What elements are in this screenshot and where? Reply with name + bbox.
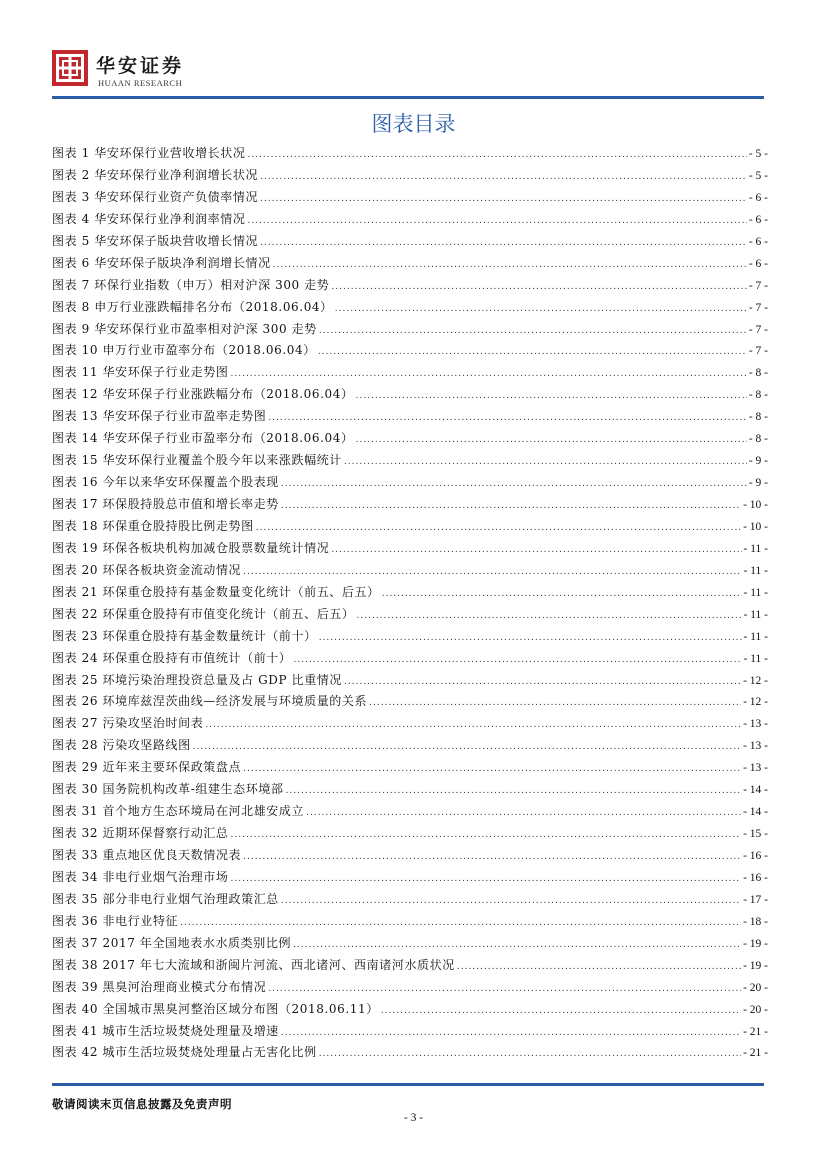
toc-entry-page[interactable]: - 11 - — [743, 542, 768, 555]
toc-entry-label[interactable]: 图表 25 环境污染治理投资总量及占 GDP 比重情况 — [52, 672, 343, 687]
toc-entry-page[interactable]: - 6 - — [748, 213, 768, 226]
toc-entry-page[interactable]: - 12 - — [743, 696, 768, 709]
toc-entry-page[interactable]: - 11 - — [743, 586, 768, 599]
toc-entry-label[interactable]: 图表 40 全国城市黑臭河整治区域分布图（2018.06.11） — [52, 1001, 379, 1016]
toc-entry-page[interactable]: - 19 - — [743, 959, 768, 972]
toc-entry-page[interactable]: - 9 - — [748, 477, 768, 490]
table-of-figures — [52, 143, 768, 1064]
toc-entry[interactable] — [52, 713, 768, 735]
toc-entry-label[interactable]: 图表 32 近期环保督察行动汇总 — [52, 826, 229, 841]
toc-entry[interactable] — [52, 757, 768, 779]
toc-leader-dots — [331, 540, 741, 562]
toc-leader-dots — [344, 672, 741, 694]
toc-entry-label[interactable]: 图表 24 环保重仓股持有市值统计（前十） — [52, 650, 292, 665]
toc-entry-label[interactable]: 图表 6 华安环保子版块净利润增长情况 — [52, 255, 271, 270]
toc-leader-dots — [247, 211, 746, 233]
toc-entry[interactable] — [52, 428, 768, 450]
toc-leader-dots — [243, 759, 741, 781]
toc-leader-dots — [260, 167, 747, 189]
toc-entry[interactable] — [52, 560, 768, 582]
toc-leader-dots — [260, 233, 747, 255]
toc-entry-label[interactable]: 图表 5 华安环保子版块营收增长情况 — [52, 233, 259, 248]
toc-leader-dots — [286, 781, 742, 803]
toc-entry-page[interactable]: - 16 - — [743, 850, 768, 862]
toc-leader-dots — [281, 891, 741, 913]
toc-entry[interactable] — [52, 889, 768, 911]
toc-entry-label[interactable]: 图表 13 华安环保子行业市盈率走势图 — [52, 409, 267, 424]
toc-entry[interactable] — [52, 933, 768, 955]
page-title: 图表目录 — [371, 112, 456, 136]
toc-entry-label[interactable]: 图表 18 环保重仓股持股比例走势图 — [52, 518, 254, 533]
toc-leader-dots — [268, 979, 741, 1001]
toc-leader-dots — [193, 737, 741, 759]
toc-entry[interactable] — [52, 1021, 768, 1043]
toc-entry[interactable] — [52, 735, 768, 757]
toc-leader-dots — [457, 957, 741, 979]
toc-leader-dots — [335, 299, 747, 321]
toc-entry-page[interactable]: - 13 - — [743, 740, 768, 753]
toc-entry-label[interactable]: 图表 11 华安环保子行业走势图 — [52, 365, 229, 380]
toc-entry-page[interactable]: - 18 - — [743, 915, 768, 928]
toc-entry[interactable] — [52, 516, 768, 538]
toc-entry-label[interactable]: 图表 30 国务院机构改革-组建生态环境部 — [52, 782, 284, 797]
toc-leader-dots — [382, 584, 742, 606]
toc-entry-page[interactable]: - 10 - — [743, 520, 768, 533]
toc-leader-dots — [205, 715, 741, 737]
toc-entry-page[interactable]: - 14 - — [743, 784, 768, 797]
toc-leader-dots — [369, 693, 741, 715]
toc-leader-dots — [273, 255, 747, 277]
toc-leader-dots — [331, 277, 746, 299]
toc-entry-label[interactable]: 图表 21 环保重仓股持有基金数量变化统计（前五、后五） — [52, 584, 380, 599]
toc-entry-page[interactable]: - 11 - — [743, 608, 768, 621]
toc-entry-page[interactable]: - 20 - — [743, 1003, 768, 1016]
toc-leader-dots — [180, 913, 741, 935]
toc-entry-page[interactable]: - 8 - — [748, 389, 768, 402]
toc-leader-dots — [294, 650, 742, 672]
toc-entry-page[interactable]: - 16 - — [743, 871, 768, 884]
toc-entry-page[interactable]: - 6 - — [748, 257, 768, 270]
toc-leader-dots — [293, 935, 741, 957]
toc-leader-dots — [356, 386, 747, 408]
toc-entry-label[interactable]: 图表 7 环保行业指数（申万）相对沪深 300 走势 — [52, 277, 330, 292]
toc-entry-label[interactable]: 图表 22 环保重仓股持有市值变化统计（前五、后五） — [52, 606, 355, 621]
toc-entry-label[interactable]: 图表 26 环境库兹涅茨曲线—经济发展与环境质量的关系 — [52, 694, 368, 709]
toc-leader-dots — [357, 606, 742, 628]
company-name-en: HUAAN RESEARCH — [98, 78, 183, 88]
toc-entry[interactable] — [52, 845, 768, 867]
toc-entry-label[interactable]: 图表 41 城市生活垃圾焚烧处理量及增速 — [52, 1023, 279, 1038]
toc-entry-label[interactable]: 图表 31 首个地方生态环境局在河北雄安成立 — [52, 804, 305, 819]
toc-entry-label[interactable]: 图表 29 近年来主要环保政策盘点 — [52, 760, 242, 775]
toc-entry-label[interactable]: 图表 23 环保重仓股持有基金数量统计（前十） — [52, 628, 317, 643]
toc-entry[interactable] — [52, 472, 768, 494]
toc-entry-page[interactable]: - 20 - — [743, 981, 768, 994]
toc-entry-label[interactable]: 图表 10 申万行业市盈率分布（2018.06.04） — [52, 343, 316, 358]
toc-leader-dots — [260, 189, 747, 211]
footer-divider — [52, 1083, 764, 1086]
toc-entry[interactable] — [52, 977, 768, 999]
toc-entry[interactable] — [52, 955, 768, 977]
toc-entry[interactable] — [52, 494, 768, 516]
toc-entry[interactable] — [52, 362, 768, 384]
toc-entry[interactable] — [52, 604, 768, 626]
report-header — [52, 50, 764, 100]
toc-leader-dots — [231, 364, 747, 386]
toc-entry[interactable] — [52, 450, 768, 472]
toc-entry[interactable] — [52, 297, 768, 319]
toc-entry-page[interactable]: - 19 - — [743, 937, 768, 950]
toc-entry-page[interactable]: - 10 - — [743, 499, 768, 511]
toc-leader-dots — [319, 628, 742, 650]
toc-entry-page[interactable]: - 5 - — [748, 148, 768, 160]
toc-entry-label[interactable]: 图表 12 华安环保子行业涨跌幅分布（2018.06.04） — [52, 387, 354, 402]
toc-leader-dots — [231, 825, 742, 847]
toc-entry[interactable] — [52, 999, 768, 1021]
toc-entry[interactable] — [52, 143, 768, 165]
toc-entry[interactable] — [52, 911, 768, 933]
toc-entry[interactable] — [52, 340, 768, 362]
toc-leader-dots — [356, 430, 747, 452]
toc-entry-label[interactable]: 图表 20 环保各板块资金流动情况 — [52, 562, 242, 577]
toc-entry-label[interactable]: 图表 16 今年以来华安环保覆盖个股表现 — [52, 475, 279, 490]
toc-entry[interactable] — [52, 801, 768, 823]
toc-entry-label[interactable]: 图表 42 城市生活垃圾焚烧处理量占无害化比例 — [52, 1045, 317, 1060]
toc-entry-label[interactable]: 图表 39 黑臭河治理商业模式分布情况 — [52, 979, 267, 994]
toc-entry[interactable] — [52, 319, 768, 341]
toc-entry[interactable] — [52, 406, 768, 428]
toc-entry-page[interactable]: - 6 - — [748, 235, 768, 248]
toc-entry[interactable] — [52, 209, 768, 231]
toc-entry[interactable] — [52, 384, 768, 406]
toc-entry-page[interactable]: - 13 - — [743, 762, 768, 775]
toc-leader-dots — [231, 869, 742, 891]
toc-leader-dots — [318, 342, 747, 364]
toc-leader-dots — [281, 474, 747, 496]
toc-entry-page[interactable]: - 7 - — [748, 301, 768, 314]
toc-entry-page[interactable]: - 8 - — [748, 411, 768, 424]
toc-entry-page[interactable]: - 5 - — [748, 169, 768, 182]
toc-entry-page[interactable]: - 15 - — [743, 828, 768, 841]
header-divider — [52, 96, 764, 99]
toc-entry-label[interactable]: 图表 38 2017 年七大流域和浙闽片河流、西北诸河、西南诸河水质状况 — [52, 957, 455, 972]
toc-entry-label[interactable]: 图表 3 华安环保行业资产负债率情况 — [52, 189, 259, 204]
toc-entry-label[interactable]: 图表 27 污染攻坚治时间表 — [52, 716, 204, 731]
toc-leader-dots — [243, 847, 741, 869]
toc-entry-page[interactable]: - 6 - — [748, 191, 768, 204]
toc-entry-page[interactable]: - 7 - — [748, 345, 768, 358]
toc-entry[interactable] — [52, 648, 768, 670]
toc-entry[interactable] — [52, 253, 768, 275]
toc-entry-label[interactable]: 图表 8 申万行业涨跌幅排名分布（2018.06.04） — [52, 299, 333, 314]
toc-entry-label[interactable]: 图表 33 重点地区优良天数情况表 — [52, 848, 242, 862]
toc-entry-page[interactable]: - 17 - — [743, 893, 768, 906]
toc-entry-label[interactable]: 图表 35 部分非电行业烟气治理政策汇总 — [52, 891, 279, 906]
toc-entry-label[interactable]: 图表 4 华安环保行业净利润率情况 — [52, 211, 246, 226]
toc-entry[interactable] — [52, 1042, 768, 1064]
toc-entry-page[interactable]: - 11 - — [743, 630, 768, 643]
toc-leader-dots — [243, 562, 741, 584]
page-number: - 3 - — [403, 1112, 424, 1124]
toc-entry[interactable] — [52, 231, 768, 253]
toc-entry[interactable] — [52, 187, 768, 209]
toc-entry[interactable] — [52, 670, 768, 692]
toc-entry[interactable] — [52, 626, 768, 648]
toc-entry-page[interactable]: - 7 - — [748, 323, 768, 336]
toc-entry-label[interactable]: 图表 37 2017 年全国地表水水质类别比例 — [52, 935, 292, 950]
toc-leader-dots — [381, 1001, 741, 1023]
toc-entry-page[interactable]: - 13 - — [743, 718, 768, 731]
toc-entry-label[interactable]: 图表 15 华安环保行业覆盖个股今年以来涨跌幅统计 — [52, 453, 342, 468]
toc-leader-dots — [281, 496, 741, 518]
toc-entry[interactable] — [52, 691, 768, 713]
toc-entry[interactable] — [52, 867, 768, 889]
toc-entry-page[interactable]: - 8 - — [748, 433, 768, 446]
toc-entry-page[interactable]: - 21 - — [743, 1025, 768, 1038]
toc-entry-page[interactable]: - 9 - — [748, 455, 768, 468]
toc-entry-page[interactable]: - 14 - — [743, 806, 768, 819]
toc-entry[interactable] — [52, 779, 768, 801]
toc-entry-label[interactable]: 图表 36 非电行业特征 — [52, 913, 179, 928]
toc-entry-label[interactable]: 图表 1 华安环保行业营收增长状况 — [52, 146, 246, 160]
toc-leader-dots — [281, 1023, 741, 1045]
toc-entry-page[interactable]: - 11 - — [743, 652, 768, 665]
toc-entry-label[interactable]: 图表 14 华安环保子行业市盈率分布（2018.06.04） — [52, 431, 354, 446]
toc-leader-dots — [306, 803, 741, 825]
toc-leader-dots — [247, 145, 746, 167]
toc-entry[interactable] — [52, 538, 768, 560]
toc-entry-page[interactable]: - 12 - — [743, 674, 768, 687]
toc-entry-page[interactable]: - 7 - — [748, 279, 768, 292]
toc-entry-label[interactable]: 图表 28 污染攻坚路线图 — [52, 738, 191, 753]
toc-entry-label[interactable]: 图表 19 环保各板块机构加减仓股票数量统计情况 — [52, 540, 330, 555]
toc-leader-dots — [319, 1044, 741, 1066]
toc-leader-dots — [319, 321, 747, 343]
toc-leader-dots — [256, 518, 741, 540]
disclaimer-text: 敬请阅读末页信息披露及免责声明 — [52, 1097, 232, 1111]
toc-entry-page[interactable]: - 21 - — [743, 1047, 768, 1060]
toc-entry[interactable] — [52, 823, 768, 845]
toc-entry-page[interactable]: - 11 - — [743, 564, 768, 577]
toc-entry[interactable] — [52, 582, 768, 604]
toc-leader-dots — [344, 452, 747, 474]
toc-entry[interactable] — [52, 165, 768, 187]
toc-entry-label[interactable]: 图表 9 华安环保行业市盈率相对沪深 300 走势 — [52, 321, 317, 336]
toc-entry-label[interactable]: 图表 2 华安环保行业净利润增长状况 — [52, 167, 259, 182]
toc-entry-label[interactable]: 图表 17 环保股持股总市值和增长率走势 — [52, 497, 279, 511]
toc-leader-dots — [268, 408, 747, 430]
toc-entry-page[interactable]: - 8 - — [748, 367, 768, 380]
company-name-cn: 华安证券 — [96, 55, 185, 77]
toc-entry[interactable] — [52, 275, 768, 297]
huaan-logo-icon — [52, 50, 88, 86]
toc-entry-label[interactable]: 图表 34 非电行业烟气治理市场 — [52, 869, 229, 884]
